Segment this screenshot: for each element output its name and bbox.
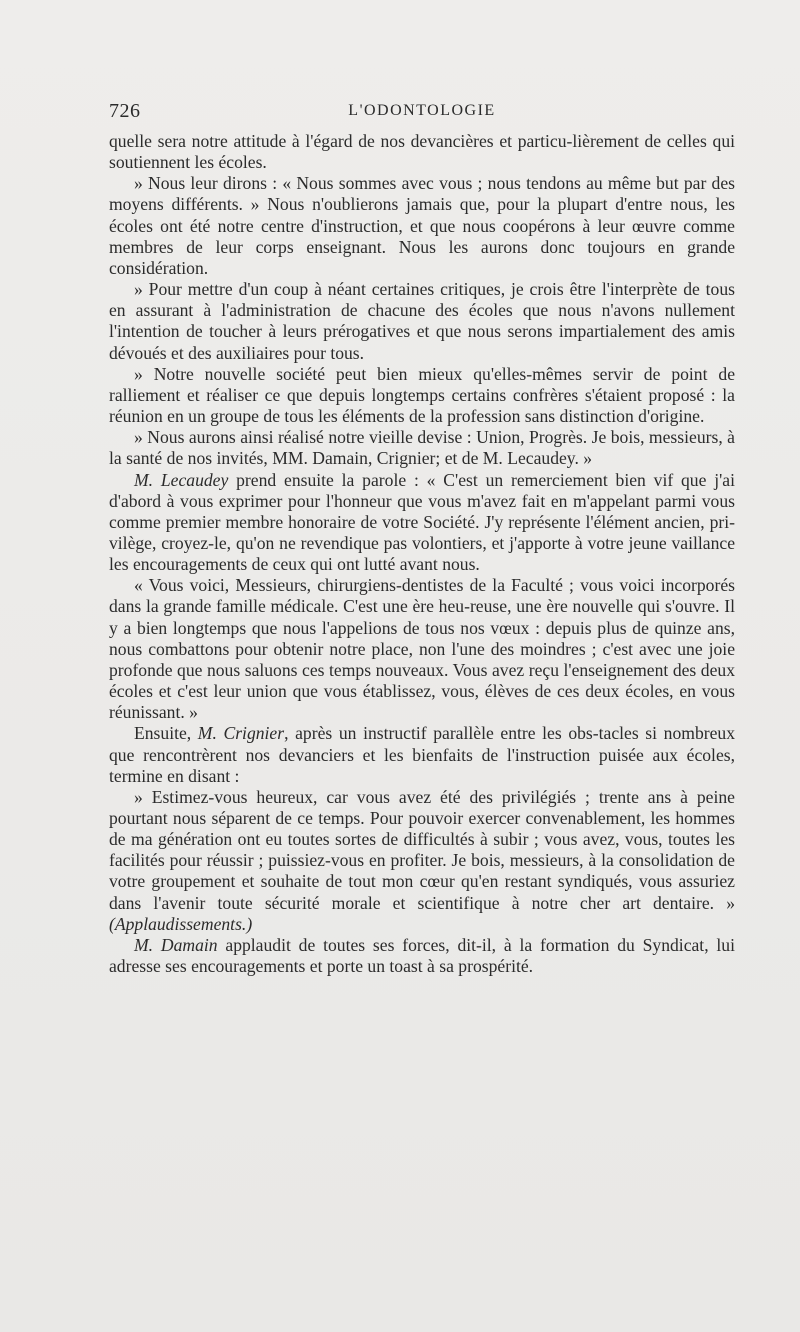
page-header xyxy=(109,100,735,126)
running-title: L'ODONTOLOGIE xyxy=(348,102,496,119)
paragraph: » Notre nouvelle société peut bien mieux qu'elles-mêmes servir de point de ralliement et réaliser ce que depuis longtemps certains confrères s'étaient proposé : la réunion en un groupe de tous les éléments de la profession sans distinction d'origine. xyxy=(109,363,735,427)
body-text xyxy=(109,131,735,977)
paragraph-text: applaudit de toutes ses forces, dit-il, à la formation du Syndicat, lui adresse ses encouragements et porte un toast à sa prospérité. xyxy=(109,934,735,977)
paragraph: » Pour mettre d'un coup à néant certaines critiques, je crois être l'interprète de tous en assurant à l'administration de chacune des écoles que nous n'avons nullement l'intention de toucher à leurs prérogatives et que nous serons impartialement des amis dévoués et des auxiliaires pour tous. xyxy=(109,279,735,363)
speaker-name: M. Crignier xyxy=(197,723,285,744)
paragraph-crignier-quote xyxy=(109,787,735,935)
paragraph-text: , après un instructif parallèle entre les obs-tacles si nombreux que rencontrèrent nos devanciers et les bienfaits de l'instruction puisée aux écoles, termine en disant : xyxy=(109,723,736,786)
speaker-name: M. Lecaudey xyxy=(134,469,229,490)
applause-note: (Applaudissements.) xyxy=(109,913,253,934)
paragraph-text: » Estimez-vous heureux, car vous avez été des privilégiés ; trente ans à peine pourtant nous séparent de ce temps. Pour pouvoir exercer convenablement, les hommes de ma génération ont eu toutes sortes de difficultés à subir ; vous avez, vous, toutes les facilités pour réussir ; puissiez-vous en profiter. Je bois, messieurs, à la consolidation de votre groupement et souhaite de tout mon cœur qu'en restant syndiqués, vous assuriez dans l'avenir toute sécurité morale et scientifique à notre cher art dentaire. » xyxy=(109,786,735,913)
paragraph: quelle sera notre attitude à l'égard de nos devancières et particu-lièrement de celles qui soutiennent les écoles. xyxy=(109,131,735,173)
paragraph-lecaudey xyxy=(109,470,735,576)
paragraph: « Vous voici, Messieurs, chirurgiens-dentistes de la Faculté ; vous voici incorporés dans la grande famille médicale. C'est une ère heu-reuse, une ère nouvelle qui s'ouvre. Il y a bien longtemps que nous l'appelions de tous nos vœux : depuis plus de quinze ans, nous combattons pour obtenir notre place, non l'une des moindres ; c'est avec une joie profonde que nous saluons ces temps nouveaux. Vous avez reçu l'enseignement des deux écoles et c'est leur union que vous établissez, vous, élèves de ces deux écoles, en vous réunissant. » xyxy=(109,575,735,723)
paragraph: » Nous leur dirons : « Nous sommes avec vous ; nous tendons au même but par des moyens différents. » Nous n'oublierons jamais que, pour la plupart d'entre nous, les écoles ont été notre centre d'instruction, et que nous coopérons à leur œuvre comme membres de leur corps enseignant. Nous les aurons donc toujours en grande considération. xyxy=(109,173,735,278)
speaker-name: M. Damain xyxy=(134,934,218,955)
paragraph-lead: Ensuite, xyxy=(134,723,198,744)
page-number: 726 xyxy=(109,100,141,122)
paragraph: » Nous aurons ainsi réalisé notre vieille devise : Union, Progrès. Je bois, messieurs, à la santé de nos invités, MM. Damain, Crignier; et de M. Lecaudey. » xyxy=(109,427,735,469)
paragraph-text: prend ensuite la parole : « C'est un remerciement bien vif que j'ai d'abord à vous exprimer pour l'honneur que vous m'avez fait en m'appelant parmi vous comme premier membre honoraire de votre Société. J'y représente l'élément ancien, pri-vilège, croyez-le, qu'on ne revendique pas volontiers, et j'apporte à votre jeune vaillance les encouragements de ceux qui ont lutté avant nous. xyxy=(109,469,735,575)
paragraph-damain xyxy=(109,935,735,977)
paragraph-crignier xyxy=(109,723,735,786)
